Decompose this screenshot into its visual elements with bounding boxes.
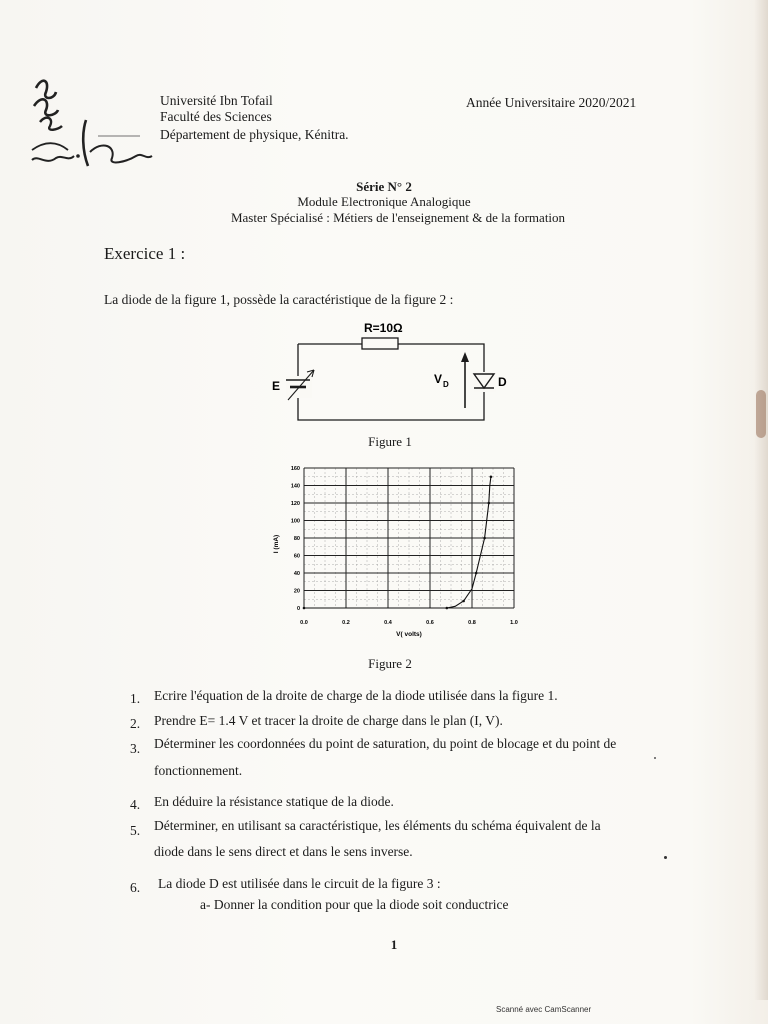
chart-data-point	[490, 475, 493, 478]
sub-question-a: a- Donner la condition pour que la diode soit conductrice	[200, 897, 509, 912]
page-number: 1	[390, 937, 398, 952]
chart-x-ticks	[300, 620, 518, 626]
scanner-footer: Scanné avec CamScanner	[496, 1005, 592, 1014]
chart-grid	[304, 468, 514, 608]
y-tick-label: 20	[293, 588, 300, 595]
y-tick-label: 40	[293, 571, 300, 577]
university-logo	[28, 70, 156, 175]
diode-symbol	[474, 372, 496, 392]
chart-data-point	[446, 607, 449, 610]
academic-year: Année Universitaire 2020/2021	[466, 95, 637, 110]
voltage-label: V	[434, 372, 443, 386]
source-label: E	[272, 379, 281, 393]
figure-1-circuit	[262, 316, 522, 428]
voltage-subscript: D	[443, 380, 449, 389]
x-tick-label: 0.6	[426, 620, 434, 626]
x-tick-label: 1.0	[510, 620, 518, 626]
series-title: Série N° 2	[356, 179, 412, 194]
figure-2-caption: Figure 2	[368, 656, 412, 671]
question-3-text-continued: fonctionnement.	[154, 763, 243, 778]
x-axis-label: V( volts)	[396, 631, 422, 638]
y-tick-label: 120	[290, 501, 300, 507]
question-5-number: 5.	[130, 823, 141, 838]
source-symbol	[286, 370, 314, 400]
exercise-heading: Exercice 1 :	[104, 244, 186, 263]
chart-y-ticks	[291, 466, 300, 612]
x-tick-label: 0.8	[468, 620, 476, 626]
master-title: Master Spécialisé : Métiers de l'enseignement & de la formation	[230, 210, 566, 225]
scan-dot	[654, 757, 656, 759]
diode-label: D	[498, 375, 507, 389]
scan-dot	[664, 856, 667, 859]
y-tick-label: 0	[296, 606, 300, 612]
x-tick-label: 0.2	[342, 620, 350, 626]
chart-data-point	[488, 502, 491, 505]
question-1-number: 1.	[130, 691, 141, 706]
university-name: Université Ibn Tofail	[160, 93, 273, 108]
question-3-number: 3.	[130, 741, 141, 756]
y-tick-label: 140	[290, 483, 300, 490]
x-tick-label: 0.4	[384, 620, 392, 626]
module-title: Module Electronique Analogique	[297, 194, 471, 209]
department-name: Département de physique, Kénitra.	[160, 127, 349, 142]
x-tick-label: 0.0	[300, 620, 308, 626]
question-4-text: En déduire la résistance statique de la diode.	[154, 794, 394, 809]
faculty-name: Faculté des Sciences	[160, 109, 272, 124]
y-tick-label: 100	[290, 518, 300, 525]
figure-2-chart	[264, 458, 526, 644]
exercise-intro: La diode de la figure 1, possède la caractéristique de la figure 2 :	[104, 292, 454, 307]
chart-series-line	[304, 477, 491, 608]
chart-data-point	[462, 600, 465, 603]
question-5-text: Déterminer, en utilisant sa caractéristique, les éléments du schéma équivalent de la	[154, 818, 601, 833]
question-6-text: La diode D est utilisée dans le circuit de la figure 3 :	[158, 876, 441, 891]
question-2-text: Prendre E= 1.4 V et tracer la droite de charge dans le plan (I, V).	[154, 713, 503, 728]
chart-data-point	[483, 537, 486, 540]
chart-curve	[303, 475, 493, 609]
voltage-arrow	[461, 352, 469, 408]
page-edge-shadow	[754, 0, 768, 1000]
figure-1-caption: Figure 1	[368, 434, 412, 449]
question-6-number: 6.	[130, 880, 141, 895]
question-5-text-continued: diode dans le sens direct et dans le sens inverse.	[154, 844, 413, 859]
question-4-number: 4.	[130, 797, 141, 812]
question-2-number: 2.	[130, 716, 141, 731]
y-tick-label: 60	[293, 553, 300, 560]
resistor-label: R=10Ω	[364, 321, 403, 335]
y-tick-label: 160	[290, 466, 300, 472]
y-tick-label: 80	[293, 536, 300, 542]
question-3-text: Déterminer les coordonnées du point de saturation, du point de blocage et du point de	[154, 736, 617, 751]
page-edge-mark	[756, 390, 766, 438]
chart-data-point	[475, 572, 478, 575]
question-1-text: Ecrire l'équation de la droite de charge de la diode utilisée dans la figure 1.	[154, 688, 558, 703]
chart-data-point	[303, 607, 306, 610]
y-axis-label: I (mA)	[273, 534, 280, 554]
